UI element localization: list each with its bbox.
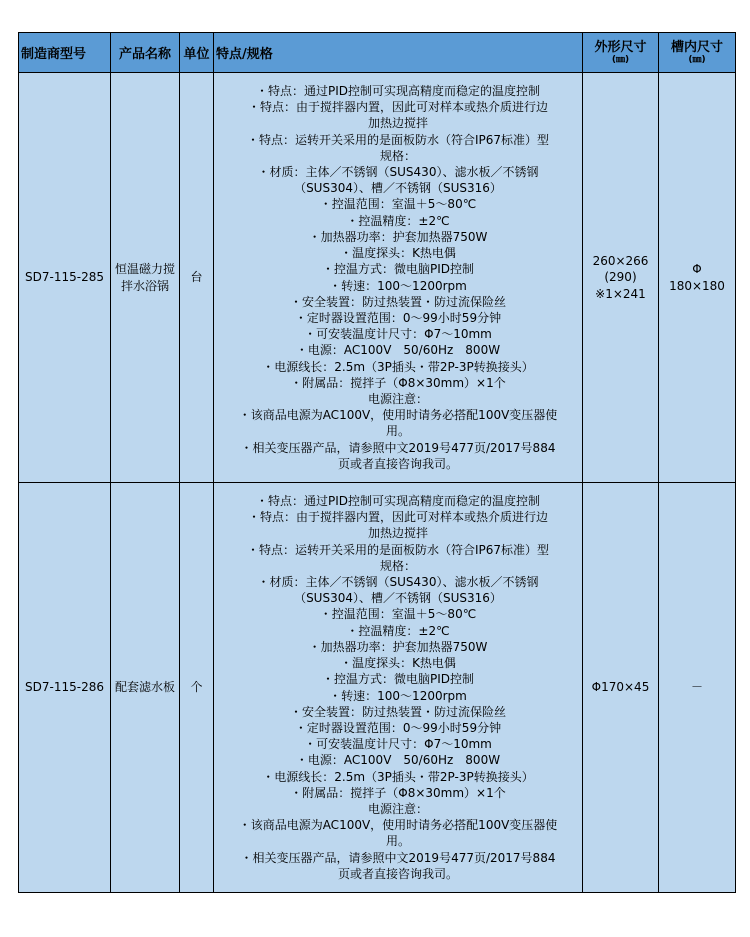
feature-line: ・控温方式：微电脑PID控制: [321, 672, 475, 687]
header-features: 特点/规格: [214, 33, 583, 73]
header-unit: 单位: [180, 33, 214, 73]
feature-line: ・安全装置：防过热装置・防过流保险丝: [289, 704, 506, 719]
product-spec-table: [18, 32, 736, 893]
header-inner-size: [659, 33, 736, 73]
feature-line: ・控温方式：微电脑PID控制: [321, 262, 475, 277]
feature-line: ・特点：由于搅拌器内置，因此可对样本或热介质进行边: [247, 100, 548, 115]
feature-line: ・温度探头：K热电偶: [340, 656, 456, 671]
feature-line: 规格：: [379, 558, 416, 573]
inner-size-line: 180×180: [669, 278, 725, 293]
header-inner-size-unit: (㎜): [688, 54, 706, 65]
cell-features: [214, 73, 583, 483]
feature-line: ・控温精度：±2℃: [346, 623, 450, 638]
cell-unit: 个: [180, 483, 214, 893]
table-row: [19, 73, 736, 483]
header-model: 制造商型号: [19, 33, 111, 73]
feature-line: ・可安装温度计尺寸：Φ7～10mm: [304, 327, 492, 342]
header-outer-size-unit: (㎜): [611, 54, 630, 65]
header-outer-size: [583, 33, 659, 73]
table-row: [19, 483, 736, 893]
feature-line: ・定时器设置范围：0～99小时59分钟: [294, 720, 502, 735]
feature-line: ・可安装温度计尺寸：Φ7～10mm: [304, 737, 492, 752]
feature-line: ・控温范围：室温＋5～80℃: [319, 607, 477, 622]
cell-inner-size: －: [659, 483, 736, 893]
feature-line: 页或者直接咨询我司。: [337, 866, 458, 881]
feature-line: ・电源：AC100V 50/60Hz 800W: [295, 753, 501, 768]
outer-size-line: ※1×241: [595, 286, 646, 301]
feature-line: ・温度探头：K热电偶: [340, 246, 456, 261]
feature-line: ・特点：通过PID控制可实现高精度而稳定的温度控制: [255, 494, 541, 509]
feature-line: ・特点：通过PID控制可实现高精度而稳定的温度控制: [255, 84, 541, 99]
cell-inner-size: [659, 73, 736, 483]
feature-line: ・特点：运转开关采用的是面板防水（符合IP67标准）型: [246, 132, 550, 147]
cell-model: SD7-115-286: [19, 483, 111, 893]
feature-line: ・电源线长：2.5m（3P插头・带2P-3P转换接头）: [262, 359, 534, 374]
cell-outer-size: Φ170×45: [583, 483, 659, 893]
feature-line: 电源注意：: [367, 391, 428, 406]
cell-outer-size: [583, 73, 659, 483]
feature-line: 用。: [385, 834, 410, 849]
feature-line: ・控温精度：±2℃: [346, 213, 450, 228]
header-row: [19, 33, 736, 73]
header-outer-size-label: 外形尺寸: [594, 39, 647, 55]
feature-line: ・定时器设置范围：0～99小时59分钟: [294, 310, 502, 325]
feature-line: ・相关变压器产品，请参照中文2019号477页/2017号884: [240, 440, 556, 455]
feature-line: ・安全装置：防过热装置・防过流保险丝: [289, 294, 506, 309]
feature-line: 页或者直接咨询我司。: [337, 456, 458, 471]
header-product-name: 产品名称: [111, 33, 180, 73]
inner-size-line: Φ: [692, 262, 702, 277]
feature-line: ・加热器功率：护套加热器750W: [308, 639, 488, 654]
cell-product-name: 恒温磁力搅拌水浴锅: [111, 73, 180, 483]
cell-unit: 台: [180, 73, 214, 483]
cell-features: [214, 483, 583, 893]
feature-line: （SUS304）、槽／不锈钢（SUS316）: [294, 591, 502, 606]
outer-size-line: 260×266: [592, 254, 649, 269]
feature-line: 用。: [385, 424, 410, 439]
feature-line: 加热边搅拌: [367, 526, 428, 541]
feature-line: ・该商品电源为AC100V，使用时请务必搭配100V变压器使: [238, 818, 558, 833]
feature-line: ・相关变压器产品，请参照中文2019号477页/2017号884: [240, 850, 556, 865]
feature-line: ・转速：100～1200rpm: [329, 688, 467, 703]
feature-line: ・附属品：搅拌子（Φ8×30mm）×1个: [290, 785, 506, 800]
feature-line: ・材质：主体／不锈钢（SUS430）、滤水板／不锈钢: [257, 575, 539, 590]
feature-line: ・附属品：搅拌子（Φ8×30mm）×1个: [290, 375, 506, 390]
feature-line: ・该商品电源为AC100V，使用时请务必搭配100V变压器使: [238, 408, 558, 423]
feature-line: 电源注意：: [367, 801, 428, 816]
feature-line: ・加热器功率：护套加热器750W: [308, 229, 488, 244]
cell-model: SD7-115-285: [19, 73, 111, 483]
feature-line: ・材质：主体／不锈钢（SUS430）、滤水板／不锈钢: [257, 165, 539, 180]
cell-product-name: 配套滤水板: [111, 483, 180, 893]
feature-line: ・转速：100～1200rpm: [329, 278, 467, 293]
feature-line: ・电源线长：2.5m（3P插头・带2P-3P转换接头）: [262, 769, 534, 784]
header-inner-size-label: 槽内尺寸: [670, 39, 723, 55]
feature-line: 加热边搅拌: [367, 116, 428, 131]
feature-line: ・控温范围：室温＋5～80℃: [319, 197, 477, 212]
feature-line: （SUS304）、槽／不锈钢（SUS316）: [294, 181, 502, 196]
feature-line: ・特点：由于搅拌器内置，因此可对样本或热介质进行边: [247, 510, 548, 525]
feature-line: ・特点：运转开关采用的是面板防水（符合IP67标准）型: [246, 542, 550, 557]
feature-line: 规格：: [379, 148, 416, 163]
feature-line: ・电源：AC100V 50/60Hz 800W: [295, 343, 501, 358]
outer-size-line: (290): [604, 270, 637, 285]
